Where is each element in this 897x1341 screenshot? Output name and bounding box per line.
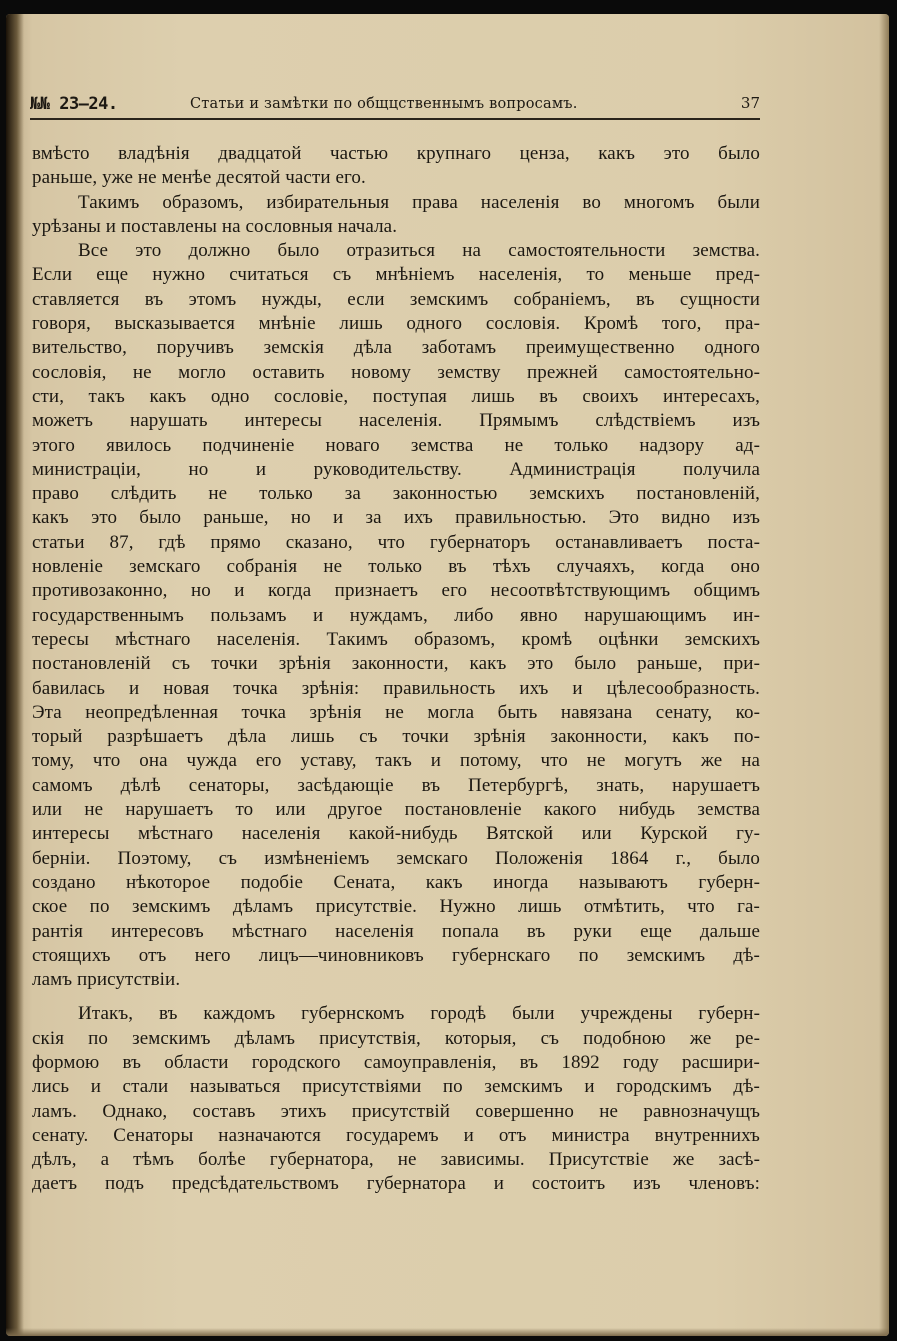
- text-line: стоящихъ отъ него лицъ—чиновниковъ губернскаго по земскимъ дѣ-: [32, 944, 760, 966]
- text-line: урѣзаны и поставлены на сословныя начала.: [32, 215, 398, 237]
- text-line: скія по земскимъ дѣламъ присутствія, которыя, съ подобною же ре-: [32, 1027, 760, 1049]
- text-line: Итакъ, въ каждомъ губернскомъ городѣ были учреждены губерн-: [78, 1003, 760, 1025]
- text-line: вительство, поручивъ земскія дѣла заботамъ преимущественно одного: [32, 337, 760, 359]
- text-line: постановленій съ точки зрѣнія законности, какъ это было раньше, при-: [32, 653, 760, 675]
- book-page: [6, 14, 889, 1336]
- text-line: говоря, высказывается мнѣніе лишь одного сословія. Кромѣ того, пра-: [32, 313, 760, 335]
- text-line: вмѣсто владѣнія двадцатой частью крупнаго ценза, какъ это было: [32, 143, 760, 164]
- text-line: государственнымъ пользамъ и нуждамъ, либо явно нарушающимъ ин-: [32, 604, 760, 626]
- paragraph-gap: [32, 992, 760, 1002]
- text-line: формою въ области городского самоуправленія, въ 1892 году расшири-: [32, 1051, 760, 1073]
- running-title: Статьи и замѣтки по общцственнымъ вопросамъ.: [190, 96, 578, 112]
- text-line: даетъ подъ предсѣдательствомъ губернатора и состоитъ изъ членовъ:: [32, 1173, 760, 1195]
- text-line: ставляется въ этомъ нужды, если земскимъ собраніемъ, въ сущности: [32, 288, 760, 310]
- text-line: можетъ нарушать интересы населенія. Прямымъ слѣдствіемъ изъ: [32, 410, 760, 432]
- text-line: создано нѣкоторое подобіе Сената, какъ иногда называютъ губерн-: [32, 871, 760, 893]
- text-line: тересы мѣстнаго населенія. Такимъ образомъ, кромѣ оцѣнки земскихъ: [32, 628, 760, 650]
- text-line: новленіе земскаго собранія не только въ тѣхъ случаяхъ, когда оно: [32, 556, 760, 578]
- text-line: или не нарушаетъ то или другое постановленіе какого нибудь земства: [32, 799, 760, 821]
- text-line: рантія интересовъ мѣстнаго населенія попала въ руки еще дальше: [32, 920, 760, 942]
- text-line: бавилась и новая точка зрѣнія: правильность ихъ и цѣлесообразность.: [32, 677, 760, 699]
- article-body: [32, 142, 760, 1197]
- text-line: дѣлъ, а тѣмъ болѣе губернатора, не зависимы. Присутствіе же засѣ-: [32, 1149, 760, 1171]
- text-line: статьи 87, гдѣ прямо сказано, что губернаторъ останавливаетъ поста-: [32, 531, 760, 553]
- text-line: Все это должно было отразиться на самостоятельности земства.: [78, 240, 760, 262]
- binding-gutter: [6, 14, 24, 1336]
- text-line: Эта неопредѣленная точка зрѣнія не могла быть навязана сенату, ко-: [32, 701, 760, 723]
- text-line: противозаконно, но и когда признаетъ его несоотвѣтствующимъ общимъ: [32, 580, 760, 602]
- text-line: Если еще нужно считаться съ мнѣніемъ населенія, то меньше пред-: [32, 264, 760, 286]
- text-line: этого явилось подчиненіе новаго земства не только надзору ад-: [32, 434, 760, 456]
- text-line: ламъ присутствіи.: [32, 969, 181, 991]
- text-line: тому, что она чужда его уставу, такъ и потому, что не могутъ же на: [32, 750, 760, 772]
- text-line: самомъ дѣлѣ сенаторы, засѣдающіе въ Петербургѣ, знать, нарушаетъ: [32, 774, 760, 796]
- text-line: сенату. Сенаторы назначаются государемъ и отъ министра внутреннихъ: [32, 1124, 760, 1146]
- text-line: интересы мѣстнаго населенія какой-нибудь Вятской или Курской гу-: [32, 823, 760, 845]
- text-line: раньше, уже не менѣе десятой части его.: [32, 167, 366, 189]
- text-line: лись и стали называться присутствіями по земскимъ и городскимъ дѣ-: [32, 1076, 760, 1098]
- text-line: ламъ. Однако, составъ этихъ присутствій совершенно не равнозначущъ: [32, 1100, 760, 1122]
- text-line: министраціи, но и руководительству. Администрація получила: [32, 458, 760, 480]
- text-line: сти, такъ какъ одно сословіе, поступая лишь въ своихъ интересахъ,: [32, 385, 760, 407]
- text-line: сословія, не могло оставить новому земству прежней самостоятельно-: [32, 361, 760, 383]
- issue-number: №№ 23—24.: [30, 94, 118, 114]
- header-rule: [30, 118, 760, 120]
- text-line: какъ это было раньше, но и за ихъ правильностью. Это видно изъ: [32, 507, 760, 529]
- running-header: [30, 94, 760, 118]
- text-line: ское по земскимъ дѣламъ присутствіе. Нужно лишь отмѣтить, что га-: [32, 896, 760, 918]
- text-line: право слѣдить не только за законностью земскихъ постановленій,: [32, 483, 760, 505]
- text-line: торый разрѣшаетъ дѣла лишь съ точки зрѣнія законности, какъ по-: [32, 726, 760, 748]
- page-edge-shadow: [879, 14, 889, 1336]
- text-line: берніи. Поэтому, съ измѣненіемъ земскаго Положенія 1864 г., было: [32, 847, 760, 869]
- text-line: Такимъ образомъ, избирательныя права населенія во многомъ были: [78, 191, 760, 213]
- page-number: 37: [740, 94, 760, 112]
- page-bottom-shadow: [6, 1328, 889, 1336]
